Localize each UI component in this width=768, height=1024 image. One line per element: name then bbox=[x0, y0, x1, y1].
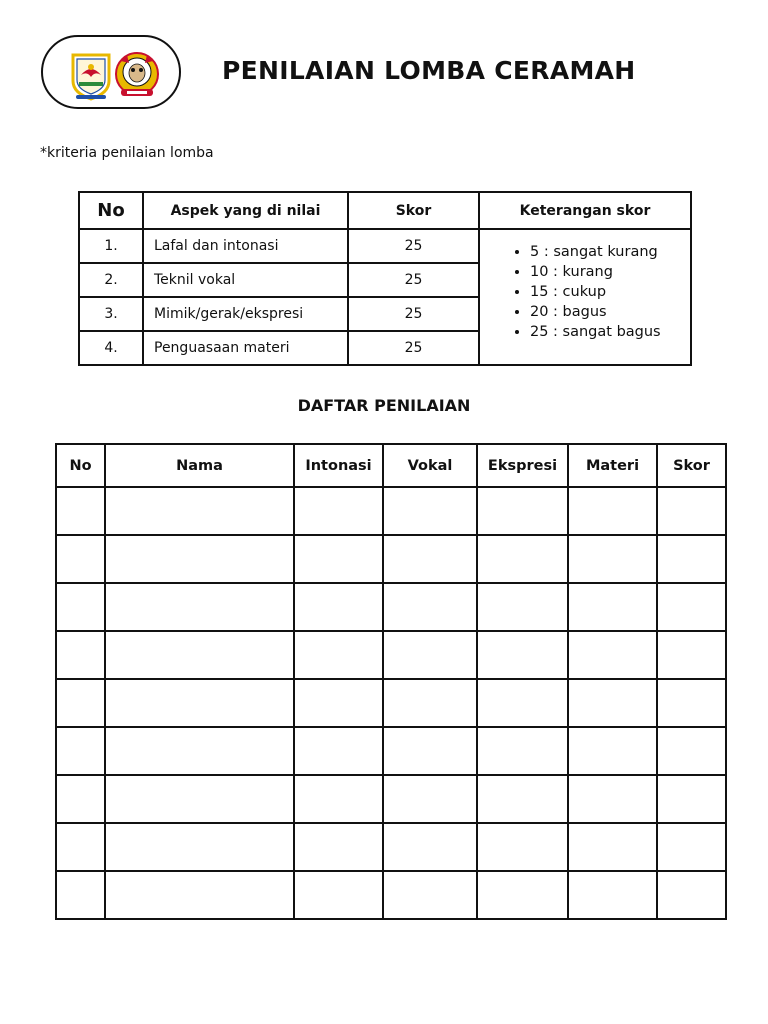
criteria-header-keterangan: Keterangan skor bbox=[479, 192, 691, 229]
empty-cell bbox=[294, 727, 383, 775]
empty-cell bbox=[294, 631, 383, 679]
empty-cell bbox=[477, 871, 568, 919]
criteria-skor: 25 bbox=[348, 229, 479, 263]
empty-cell bbox=[383, 775, 477, 823]
empty-cell bbox=[568, 535, 657, 583]
empty-cell bbox=[105, 727, 294, 775]
empty-cell bbox=[105, 487, 294, 535]
empty-cell bbox=[56, 583, 105, 631]
score-header-vokal: Vokal bbox=[383, 444, 477, 487]
table-row bbox=[56, 631, 726, 679]
empty-cell bbox=[294, 823, 383, 871]
empty-cell bbox=[477, 487, 568, 535]
criteria-header-aspek: Aspek yang di nilai bbox=[143, 192, 348, 229]
empty-cell bbox=[105, 631, 294, 679]
score-header-row bbox=[56, 444, 726, 487]
criteria-no: 4. bbox=[79, 331, 143, 365]
criteria-header-no: No bbox=[79, 192, 143, 229]
empty-cell bbox=[568, 727, 657, 775]
empty-cell bbox=[383, 823, 477, 871]
empty-cell bbox=[56, 823, 105, 871]
table-row bbox=[56, 871, 726, 919]
criteria-aspek: Teknil vokal bbox=[143, 263, 348, 297]
empty-cell bbox=[568, 631, 657, 679]
score-header-nama: Nama bbox=[105, 444, 294, 487]
empty-cell bbox=[294, 871, 383, 919]
criteria-no: 3. bbox=[79, 297, 143, 331]
empty-cell bbox=[657, 631, 726, 679]
list-item: • 20 : bagus bbox=[530, 302, 690, 322]
empty-cell bbox=[477, 775, 568, 823]
list-item: • 10 : kurang bbox=[530, 262, 690, 282]
empty-cell bbox=[383, 487, 477, 535]
criteria-skor: 25 bbox=[348, 331, 479, 365]
empty-cell bbox=[56, 631, 105, 679]
empty-cell bbox=[657, 679, 726, 727]
empty-cell bbox=[657, 775, 726, 823]
empty-cell bbox=[383, 871, 477, 919]
list-item: • 15 : cukup bbox=[530, 282, 690, 302]
empty-cell bbox=[105, 823, 294, 871]
empty-cell bbox=[105, 583, 294, 631]
score-header-materi: Materi bbox=[568, 444, 657, 487]
score-list-title: DAFTAR PENILAIAN bbox=[297, 396, 471, 415]
empty-cell bbox=[56, 871, 105, 919]
empty-cell bbox=[56, 487, 105, 535]
table-row bbox=[56, 775, 726, 823]
empty-cell bbox=[568, 679, 657, 727]
score-header-no: No bbox=[56, 444, 105, 487]
empty-cell bbox=[105, 679, 294, 727]
empty-cell bbox=[56, 535, 105, 583]
table-row bbox=[79, 229, 691, 263]
empty-cell bbox=[294, 679, 383, 727]
criteria-header-skor: Skor bbox=[348, 192, 479, 229]
shield-logo-icon bbox=[73, 55, 109, 99]
list-item: • 25 : sangat bagus bbox=[530, 322, 690, 342]
table-row bbox=[56, 535, 726, 583]
empty-cell bbox=[294, 775, 383, 823]
criteria-no: 1. bbox=[79, 229, 143, 263]
criteria-aspek: Mimik/gerak/ekspresi bbox=[143, 297, 348, 331]
school-logos bbox=[43, 37, 183, 111]
empty-cell bbox=[568, 871, 657, 919]
criteria-no: 2. bbox=[79, 263, 143, 297]
empty-cell bbox=[294, 583, 383, 631]
score-table bbox=[55, 443, 727, 920]
empty-cell bbox=[383, 679, 477, 727]
criteria-keterangan bbox=[479, 229, 691, 365]
empty-cell bbox=[105, 871, 294, 919]
empty-cell bbox=[477, 535, 568, 583]
osis-logo-icon bbox=[116, 53, 158, 96]
criteria-header-row bbox=[79, 192, 691, 229]
empty-cell bbox=[294, 487, 383, 535]
criteria-aspek: Penguasaan materi bbox=[143, 331, 348, 365]
empty-cell bbox=[383, 535, 477, 583]
table-row bbox=[56, 487, 726, 535]
keterangan-list bbox=[504, 242, 690, 342]
score-header-skor: Skor bbox=[657, 444, 726, 487]
empty-cell bbox=[568, 487, 657, 535]
empty-cell bbox=[383, 727, 477, 775]
logo-badge bbox=[41, 35, 181, 109]
empty-cell bbox=[105, 775, 294, 823]
criteria-note: *kriteria penilaian lomba bbox=[40, 145, 214, 161]
empty-cell bbox=[383, 631, 477, 679]
criteria-aspek: Lafal dan intonasi bbox=[143, 229, 348, 263]
empty-cell bbox=[657, 871, 726, 919]
empty-cell bbox=[657, 727, 726, 775]
criteria-table bbox=[78, 191, 692, 366]
criteria-skor: 25 bbox=[348, 297, 479, 331]
empty-cell bbox=[56, 727, 105, 775]
empty-cell bbox=[657, 583, 726, 631]
empty-cell bbox=[477, 679, 568, 727]
empty-cell bbox=[657, 823, 726, 871]
empty-cell bbox=[56, 679, 105, 727]
empty-cell bbox=[477, 583, 568, 631]
empty-cell bbox=[383, 583, 477, 631]
empty-cell bbox=[657, 487, 726, 535]
list-item: • 5 : sangat kurang bbox=[530, 242, 690, 262]
empty-cell bbox=[657, 535, 726, 583]
empty-cell bbox=[477, 631, 568, 679]
page-title: PENILAIAN LOMBA CERAMAH bbox=[222, 56, 636, 85]
empty-cell bbox=[477, 727, 568, 775]
table-row bbox=[56, 679, 726, 727]
score-header-intonasi: Intonasi bbox=[294, 444, 383, 487]
empty-cell bbox=[294, 535, 383, 583]
table-row bbox=[56, 727, 726, 775]
score-header-ekspresi: Ekspresi bbox=[477, 444, 568, 487]
empty-cell bbox=[56, 775, 105, 823]
empty-cell bbox=[568, 583, 657, 631]
empty-cell bbox=[105, 535, 294, 583]
empty-cell bbox=[568, 823, 657, 871]
empty-cell bbox=[477, 823, 568, 871]
table-row bbox=[56, 823, 726, 871]
criteria-skor: 25 bbox=[348, 263, 479, 297]
empty-cell bbox=[568, 775, 657, 823]
table-row bbox=[56, 583, 726, 631]
